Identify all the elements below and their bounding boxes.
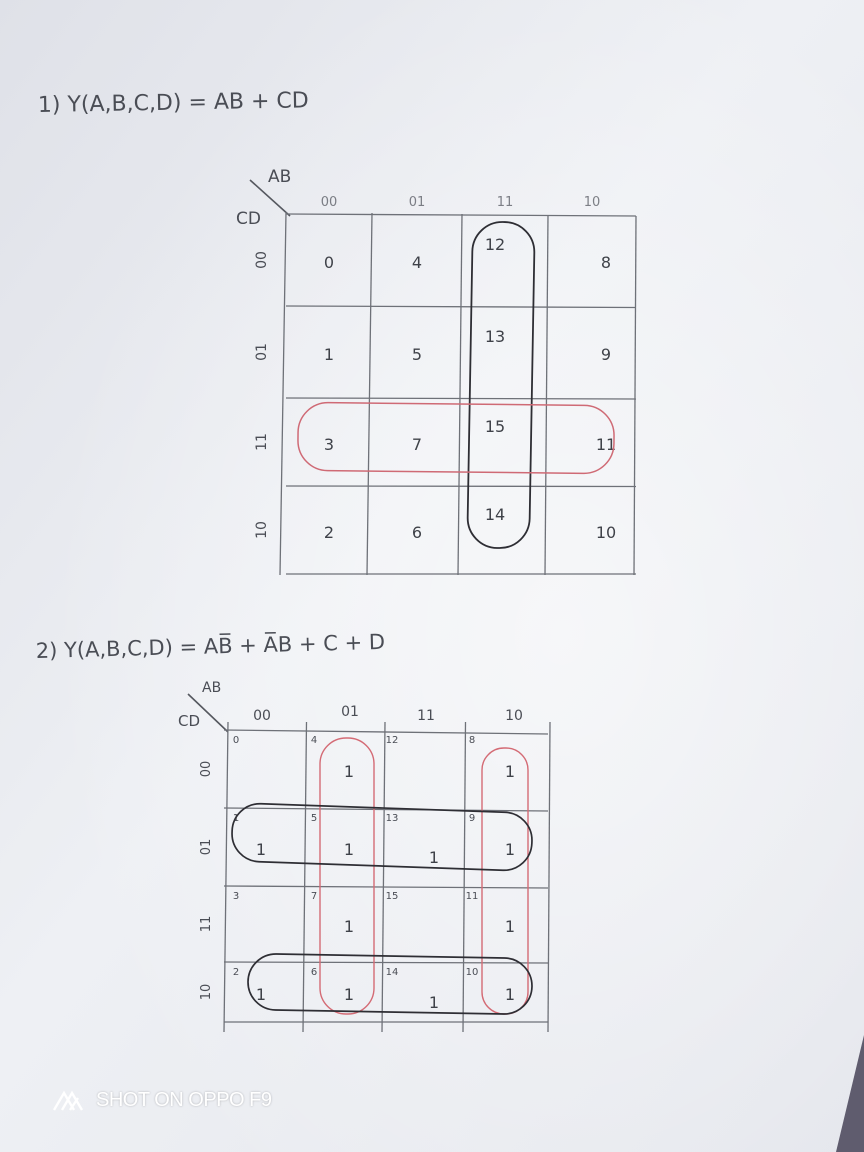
- kmap2-cell-minterm: 13: [385, 813, 399, 824]
- kmap2-cell-value: 1: [504, 985, 516, 1004]
- kmap2-cell-value: 1: [504, 840, 516, 859]
- kmap2-ab-label: AB: [202, 680, 222, 696]
- kmap2-cell-minterm: 5: [310, 813, 318, 824]
- kmap2-cell-value: 1: [428, 848, 440, 867]
- kmap1-column-header: 00: [320, 195, 338, 210]
- kmap2-column-header: 00: [253, 708, 271, 724]
- kmap1-row-header: 00: [254, 251, 270, 269]
- kmap1-cell-minterm: 5: [411, 345, 423, 364]
- kmap1-cell-minterm: 1: [323, 345, 335, 364]
- kmap2-cell-minterm: 4: [310, 735, 318, 746]
- kmap1-row-header: 11: [254, 433, 270, 451]
- kmap2-cell-value: 1: [428, 993, 440, 1012]
- kmap2-row-header: 01: [199, 838, 214, 856]
- kmap1-cell-minterm: 15: [484, 417, 506, 436]
- kmap1-cell-minterm: 2: [323, 523, 335, 542]
- problem2-heading: 2) Y(A,B,C,D) = AB̅ + A̅B + C + D: [35, 629, 386, 663]
- kmap2-cell-minterm: 10: [465, 967, 479, 978]
- kmap1-cell-minterm: 8: [600, 253, 612, 272]
- kmap2-cell-minterm: 6: [310, 967, 318, 978]
- kmap2-cell-value: 1: [504, 917, 516, 936]
- kmap1-ab-label: AB: [268, 167, 292, 187]
- kmap2-cell-minterm: 3: [232, 891, 240, 902]
- kmap1-row-header: 10: [254, 521, 270, 539]
- kmap2-cell-value: 1: [343, 840, 355, 859]
- kmap1-cell-minterm: 6: [411, 523, 423, 542]
- kmap1-column-header: 01: [408, 195, 426, 210]
- kmap1-cell-minterm: 7: [411, 435, 423, 454]
- kmap1-cell-minterm: 14: [484, 505, 506, 524]
- kmap2-row-header: 11: [199, 915, 214, 933]
- problem1-heading: 1) Y(A,B,C,D) = AB + CD: [37, 88, 309, 118]
- kmap2-cell-minterm: 9: [468, 813, 476, 824]
- kmap1-column-header: 10: [583, 195, 601, 210]
- kmap2-cell-value: 1: [343, 985, 355, 1004]
- kmap2-cell-minterm: 12: [385, 735, 399, 746]
- kmap1-grid-hline: [286, 486, 636, 487]
- kmap2-column-header: 01: [341, 704, 359, 720]
- kmap2-cell-minterm: 14: [385, 967, 399, 978]
- kmap2-cell-value: 1: [504, 762, 516, 781]
- kmap1-cell-minterm: 9: [600, 345, 612, 364]
- watermark-text: SHOT ON OPPO F9: [96, 1089, 272, 1111]
- kmap2-row-header: 10: [199, 983, 214, 1001]
- kmap2-cell-minterm: 0: [232, 735, 240, 746]
- kmap2-cell-minterm: 7: [310, 891, 318, 902]
- kmap2-cell-minterm: 8: [468, 735, 476, 746]
- kmap1-cell-minterm: 3: [323, 435, 335, 454]
- kmap2-cell-minterm: 2: [232, 967, 240, 978]
- kmap2-cell-value: 1: [255, 840, 267, 859]
- kmap2-column-header: 11: [417, 708, 435, 724]
- kmap2-cd-label: CD: [178, 712, 201, 730]
- kmap2-cell-value: 1: [343, 917, 355, 936]
- kmap2-cell-value: 1: [255, 985, 267, 1004]
- kmap2-cell-minterm: 15: [385, 891, 399, 902]
- kmap1-column-header: 11: [496, 195, 514, 210]
- kmap1-cell-minterm: 10: [595, 523, 617, 542]
- kmap2-cell-minterm: 1: [232, 813, 240, 824]
- kmap1-cell-minterm: 0: [323, 253, 335, 272]
- kmap2-cell-value: 1: [343, 762, 355, 781]
- kmap1-cell-minterm: 11: [595, 435, 617, 454]
- kmap1-cell-minterm: 4: [411, 253, 423, 272]
- kmap1-row-header: 01: [254, 343, 270, 361]
- kmap2-row-header: 00: [199, 760, 214, 778]
- kmap1-cd-label: CD: [236, 209, 261, 229]
- kmap2-cell-minterm: 11: [465, 891, 479, 902]
- kmap2-column-header: 10: [505, 708, 523, 724]
- oppo-camera-logo-icon: [52, 1090, 92, 1112]
- kmap1-cell-minterm: 12: [484, 235, 506, 254]
- kmap1-cell-minterm: 13: [484, 327, 506, 346]
